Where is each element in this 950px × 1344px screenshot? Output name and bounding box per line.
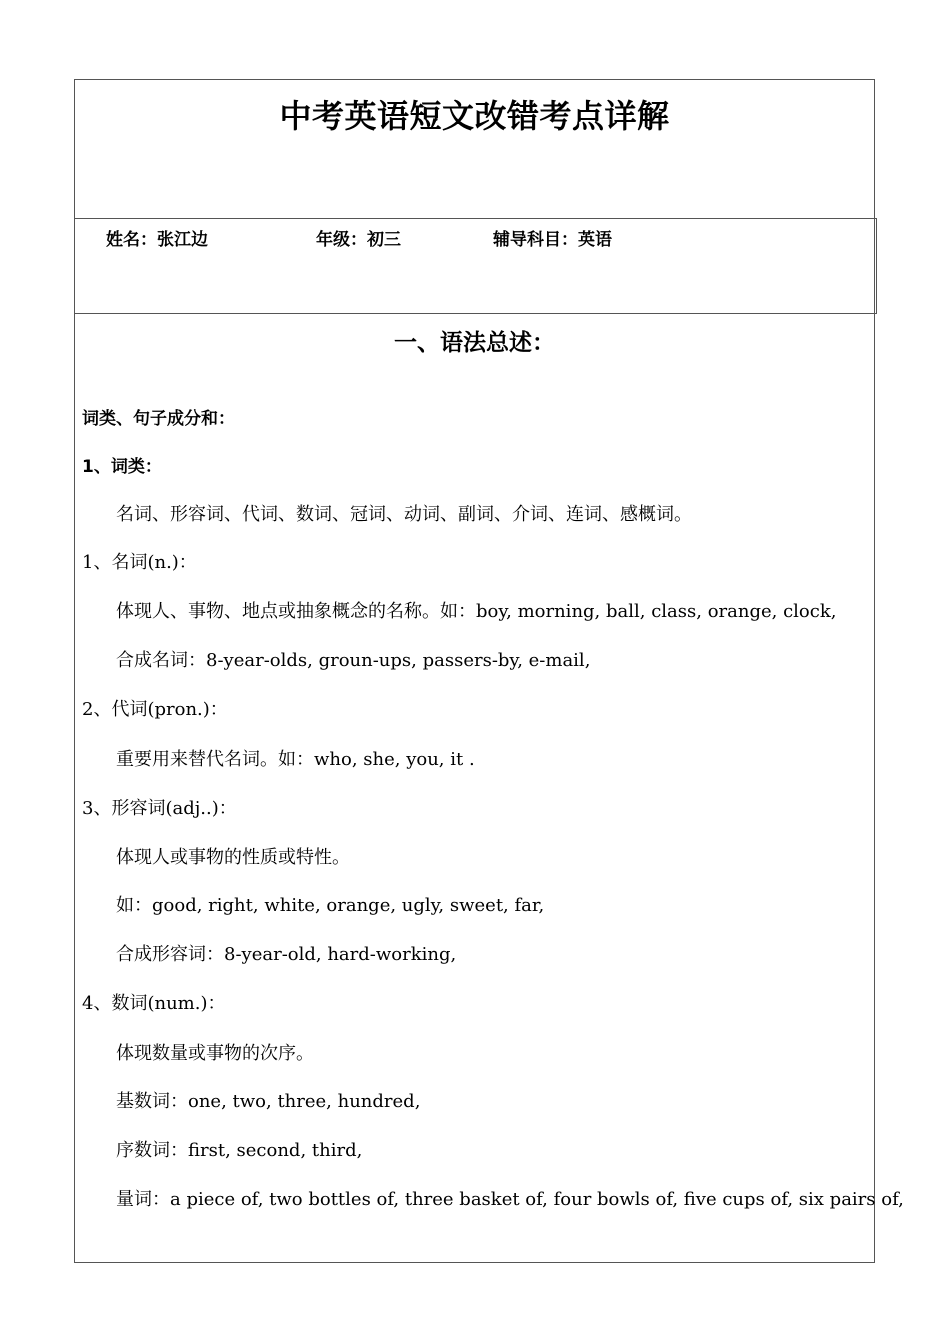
item-heading-pronoun: 2、代词(pron.)：: [82, 699, 228, 720]
paragraph-word-class-list: 名词、形容词、代词、数词、冠词、动词、副词、介词、连词、感概词。: [116, 504, 692, 525]
item-heading-noun: 1、名词(n.)：: [82, 552, 197, 573]
paragraph-cardinal-numbers: 基数词：one, two, three, hundred,: [116, 1091, 421, 1112]
paragraph-adjective-definition: 体现人或事物的性质或特性。: [116, 847, 350, 868]
paragraph-compound-nouns: 合成名词：8-year-olds, groun-ups, passers-by, e-mail,: [116, 650, 591, 671]
item-heading-numeral: 4、数词(num.)：: [82, 993, 226, 1014]
subheading-word-classes: 1、词类：: [82, 457, 162, 477]
title-cell: [74, 79, 875, 219]
paragraph-compound-adjectives: 合成形容词：8-year-old, hard-working,: [116, 944, 457, 965]
paragraph-noun-definition: 体现人、事物、地点或抽象概念的名称。如：boy, morning, ball, class, orange, clock,: [116, 601, 837, 622]
student-grade: 年级：初三: [316, 230, 401, 250]
paragraph-pronoun-definition: 重要用来替代名词。如：who, she, you, it .: [116, 749, 475, 770]
section-heading: 一、语法总述：: [394, 330, 555, 356]
paragraph-numeral-definition: 体现数量或事物的次序。: [116, 1043, 314, 1064]
tutoring-subject: 辅导科目：英语: [493, 230, 612, 250]
document-title: 中考英语短文改错考点详解: [279, 97, 670, 135]
paragraph-ordinal-numbers: 序数词：first, second, third,: [116, 1140, 363, 1161]
student-name: 姓名：张江边: [106, 230, 208, 250]
item-heading-adjective: 3、形容词(adj..)：: [82, 798, 237, 819]
paragraph-adjective-examples: 如：good, right, white, orange, ugly, sweet, far,: [116, 895, 545, 916]
paragraph-measure-words: 量词：a piece of, two bottles of, three basket of, four bowls of, five cups of, six pairs of,: [116, 1189, 904, 1210]
student-info-row: [74, 218, 877, 314]
subheading-word-classes-intro: 词类、句子成分和：: [82, 409, 235, 429]
